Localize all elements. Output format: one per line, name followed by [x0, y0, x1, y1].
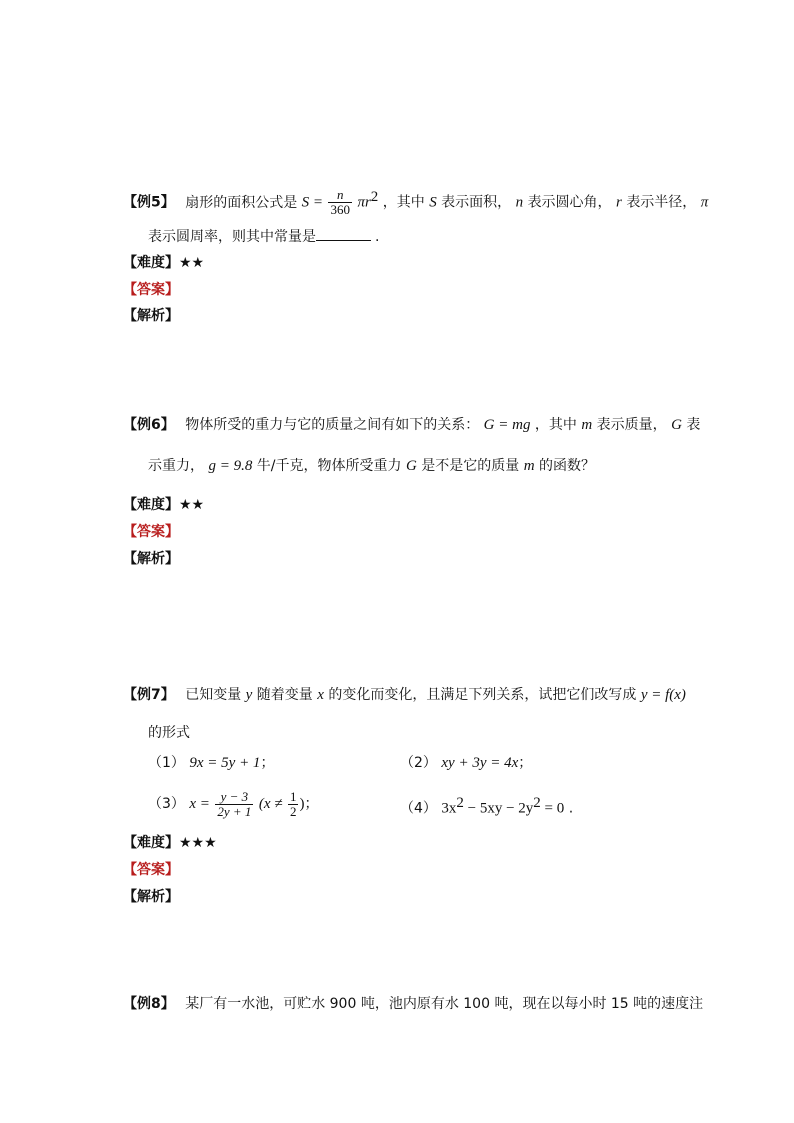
equation: x =	[189, 796, 210, 812]
example-8-line-1	[123, 993, 703, 1015]
text: 表示圆周率，则其中常量是	[148, 229, 316, 245]
example-tag: 【例6】	[123, 417, 175, 433]
variable: x	[317, 687, 324, 703]
example-7-line-1	[123, 684, 686, 706]
example-tag: 【例5】	[123, 194, 175, 211]
variable: y	[245, 687, 253, 703]
item-2	[400, 752, 532, 774]
variable: S	[429, 194, 437, 211]
item-1	[148, 752, 274, 774]
example-tag: 【例8】	[123, 996, 175, 1012]
difficulty-label: 【难度】	[123, 497, 179, 513]
text: 随着变量	[256, 687, 313, 703]
analysis-label: 【解析】	[123, 551, 179, 567]
item-3	[148, 787, 318, 821]
variable: m	[581, 417, 593, 433]
fraction-denominator: 2	[289, 803, 297, 819]
fraction	[288, 790, 299, 819]
text: 扇形的面积公式是	[185, 194, 298, 211]
formula: y = f(x)	[640, 687, 686, 703]
fraction-numerator: n	[328, 188, 352, 203]
text: ；	[518, 755, 533, 771]
formula: πr	[357, 194, 371, 211]
answer-label: 【答案】	[123, 862, 179, 878]
variable: m	[523, 458, 535, 474]
item-number: （4）	[400, 800, 437, 817]
condition-close: )	[299, 796, 305, 812]
text: 表	[686, 417, 701, 433]
text: 是不是它的质量	[421, 458, 520, 474]
text: 表示质量，	[596, 417, 667, 433]
text: 表示圆心角，	[527, 194, 612, 211]
fraction-numerator: 1	[289, 788, 297, 804]
difficulty-label: 【难度】	[123, 255, 179, 271]
text: ；	[304, 796, 319, 812]
difficulty-stars: ★★	[179, 255, 205, 271]
text: 物体所受的重力与它的质量之间有如下的关系：	[185, 417, 480, 433]
fraction	[328, 188, 352, 217]
equation: 9x = 5y + 1	[189, 755, 261, 771]
example-5-line-1	[123, 185, 709, 218]
analysis-label: 【解析】	[123, 308, 179, 324]
variable: n	[515, 194, 524, 211]
exponent: 2	[533, 795, 541, 811]
text: 表示面积，	[441, 194, 512, 211]
difficulty-stars: ★★	[179, 497, 205, 513]
text: ，其中	[534, 417, 577, 433]
fraction-numerator: y − 3	[215, 790, 253, 805]
text: 表示半径，	[626, 194, 697, 211]
text: .	[568, 800, 574, 817]
text: 的函数？	[539, 458, 595, 474]
exponent: 2	[370, 189, 379, 205]
condition: (x ≠	[258, 796, 283, 812]
formula: g = 9.8	[208, 458, 253, 474]
difficulty-stars: ★★★	[179, 835, 217, 851]
text: 的变化而变化，且满足下列关系，试把它们改写成	[328, 687, 637, 703]
exponent: 2	[456, 795, 464, 811]
equation: − 5xy − 2y	[463, 800, 534, 817]
formula: S =	[301, 194, 324, 211]
analysis-label: 【解析】	[123, 889, 179, 905]
variable: π	[700, 194, 709, 211]
example-tag: 【例7】	[123, 687, 175, 703]
formula: G = mg	[483, 417, 531, 433]
fraction-denominator: 360	[330, 202, 350, 218]
answer-label: 【答案】	[123, 282, 179, 298]
equation: = 0	[540, 800, 565, 817]
example-5-line-2	[148, 226, 379, 248]
variable: G	[671, 417, 682, 433]
text: ，其中	[382, 194, 425, 211]
text: 牛/千克，物体所受重力	[256, 458, 402, 474]
text: 某厂有一水池，可贮水 900 吨，池内原有水 100 吨，现在以每小时 15 吨的速度注	[185, 996, 704, 1012]
item-number: （1）	[148, 755, 185, 771]
difficulty-row	[123, 494, 204, 514]
equation: xy + 3y = 4x	[441, 755, 519, 771]
text: 已知变量	[185, 687, 242, 703]
difficulty-row	[123, 252, 204, 272]
difficulty-label: 【难度】	[123, 835, 179, 851]
item-4	[400, 792, 573, 820]
item-number: （3）	[148, 796, 185, 812]
fraction	[215, 790, 253, 819]
item-number: （2）	[400, 755, 437, 771]
text: .	[375, 229, 380, 245]
example-6-line-2	[148, 455, 595, 477]
variable: G	[405, 458, 417, 474]
equation: 3x	[441, 800, 457, 817]
answer-blank	[316, 226, 371, 241]
text: ；	[260, 755, 275, 771]
text: 示重力，	[148, 458, 204, 474]
example-6-line-1	[123, 414, 700, 436]
fraction-denominator: 2y + 1	[217, 803, 252, 819]
answer-label: 【答案】	[123, 524, 179, 540]
difficulty-row	[123, 832, 217, 852]
variable: r	[616, 194, 622, 211]
example-7-line-2: 的形式	[148, 725, 190, 741]
